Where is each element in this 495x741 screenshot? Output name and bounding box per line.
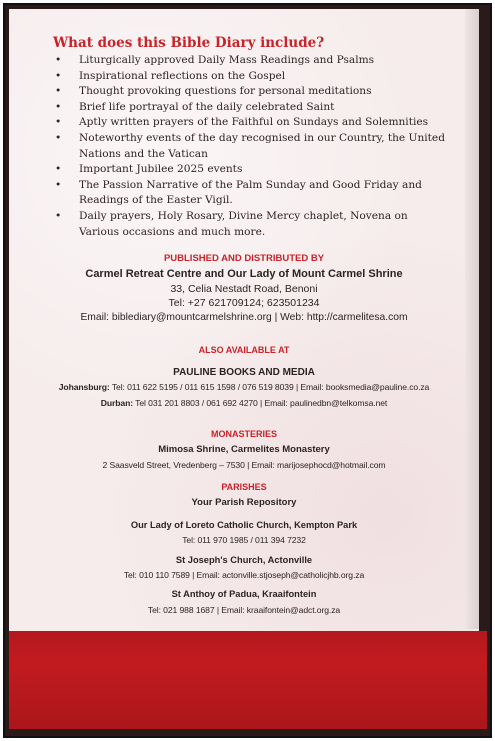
durban-label: Durban:: [100, 398, 134, 408]
parish-details: Tel: 021 988 1687 | Email: kraaifontein@adct.org.za: [147, 605, 341, 615]
feature-item: [55, 84, 445, 100]
feature-text: Aptly written prayers of the Faithful on Sundays and Solemnities: [79, 116, 429, 129]
feature-text: Noteworthy events of the day recognised in our Country, the United Nations and the Vatican: [79, 131, 445, 160]
parish-name: St Anthoy of Padua, Kraaifontein: [171, 589, 317, 599]
parish-details: Tel: 011 970 1985 / 011 394 7232: [182, 535, 306, 545]
feature-item: [55, 115, 445, 131]
feature-item: [55, 178, 445, 209]
feature-text: Inspirational reflections on the Gospel: [79, 69, 286, 82]
feature-text: Important Jubilee 2025 events: [79, 163, 243, 176]
feature-text: Liturgically approved Daily Mass Readings and Psalms: [79, 54, 375, 66]
store-name: PAULINE BOOKS AND MEDIA: [173, 367, 315, 378]
bullet-icon: •: [55, 85, 62, 98]
feature-text: The Passion Narrative of the Palm Sunday and Good Friday and Readings of the Easter Vigil.: [79, 178, 422, 207]
feature-item: [55, 209, 445, 240]
feature-text: Thought provoking questions for personal meditations: [79, 85, 372, 98]
feature-item: [55, 69, 445, 85]
also-available-heading: ALSO AVAILABLE AT: [198, 345, 290, 355]
photo-frame: [3, 3, 492, 738]
monasteries-heading: MONASTERIES: [210, 429, 277, 439]
features-heading: What does this Bible Diary include?: [53, 35, 325, 51]
feature-item: [55, 100, 445, 116]
features-list: [55, 53, 445, 240]
monastery-details: 2 Saasveld Street, Vredenberg – 7530 | Email: marijosephocd@hotmail.com: [102, 460, 386, 470]
bullet-icon: •: [55, 131, 62, 144]
feature-item: [55, 131, 445, 162]
feature-item: [55, 162, 445, 178]
bullet-icon: •: [55, 54, 62, 66]
publisher-phone: Tel: +27 621709124; 623501234: [168, 297, 320, 309]
parishes-subheading: Your Parish Repository: [191, 497, 297, 508]
durban-details: Tel 031 201 8803 / 061 692 4270 | Email: paulinedbn@telkomsa.net: [133, 398, 388, 408]
parish-name: Our Lady of Loreto Catholic Church, Kempton Park: [130, 520, 358, 530]
feature-text: Daily prayers, Holy Rosary, Divine Mercy chaplet, Novena on Various occasions and much more.: [79, 209, 408, 238]
publisher-heading: PUBLISHED AND DISTRIBUTED BY: [163, 253, 325, 264]
parishes-heading: PARISHES: [221, 482, 267, 492]
bullet-icon: •: [55, 69, 62, 82]
red-footer-band: [9, 631, 487, 729]
publisher-address: 33, Celia Nestadt Road, Benoni: [170, 283, 318, 295]
johannesburg-label: Johansburg:: [58, 382, 110, 392]
johannesburg-line: [9, 382, 479, 392]
monastery-name: Mimosa Shrine, Carmelites Monastery: [158, 444, 330, 455]
bullet-icon: •: [55, 209, 62, 222]
publisher-contact: Email: biblediary@mountcarmelshrine.org | Web: http://carmelitesa.com: [80, 312, 408, 323]
feature-text: Brief life portrayal of the daily celebrated Saint: [79, 100, 335, 113]
bullet-icon: •: [55, 100, 62, 113]
back-cover-page: [9, 9, 479, 729]
bullet-icon: •: [55, 116, 62, 129]
parish-name: St Joseph's Church, Actonville: [175, 555, 313, 565]
durban-line: [9, 398, 479, 408]
johannesburg-details: Tel: 011 622 5195 / 011 615 1598 / 076 519 8039 | Email: booksmedia@pauline.co.za: [109, 382, 430, 392]
publisher-name: Carmel Retreat Centre and Our Lady of Mount Carmel Shrine: [85, 268, 403, 280]
parish-details: Tel: 010 110 7589 | Email: actonville.stjoseph@catholicjhb.org.za: [123, 570, 365, 580]
bullet-icon: •: [55, 163, 62, 176]
bullet-icon: •: [55, 178, 62, 191]
feature-item: [55, 53, 445, 69]
